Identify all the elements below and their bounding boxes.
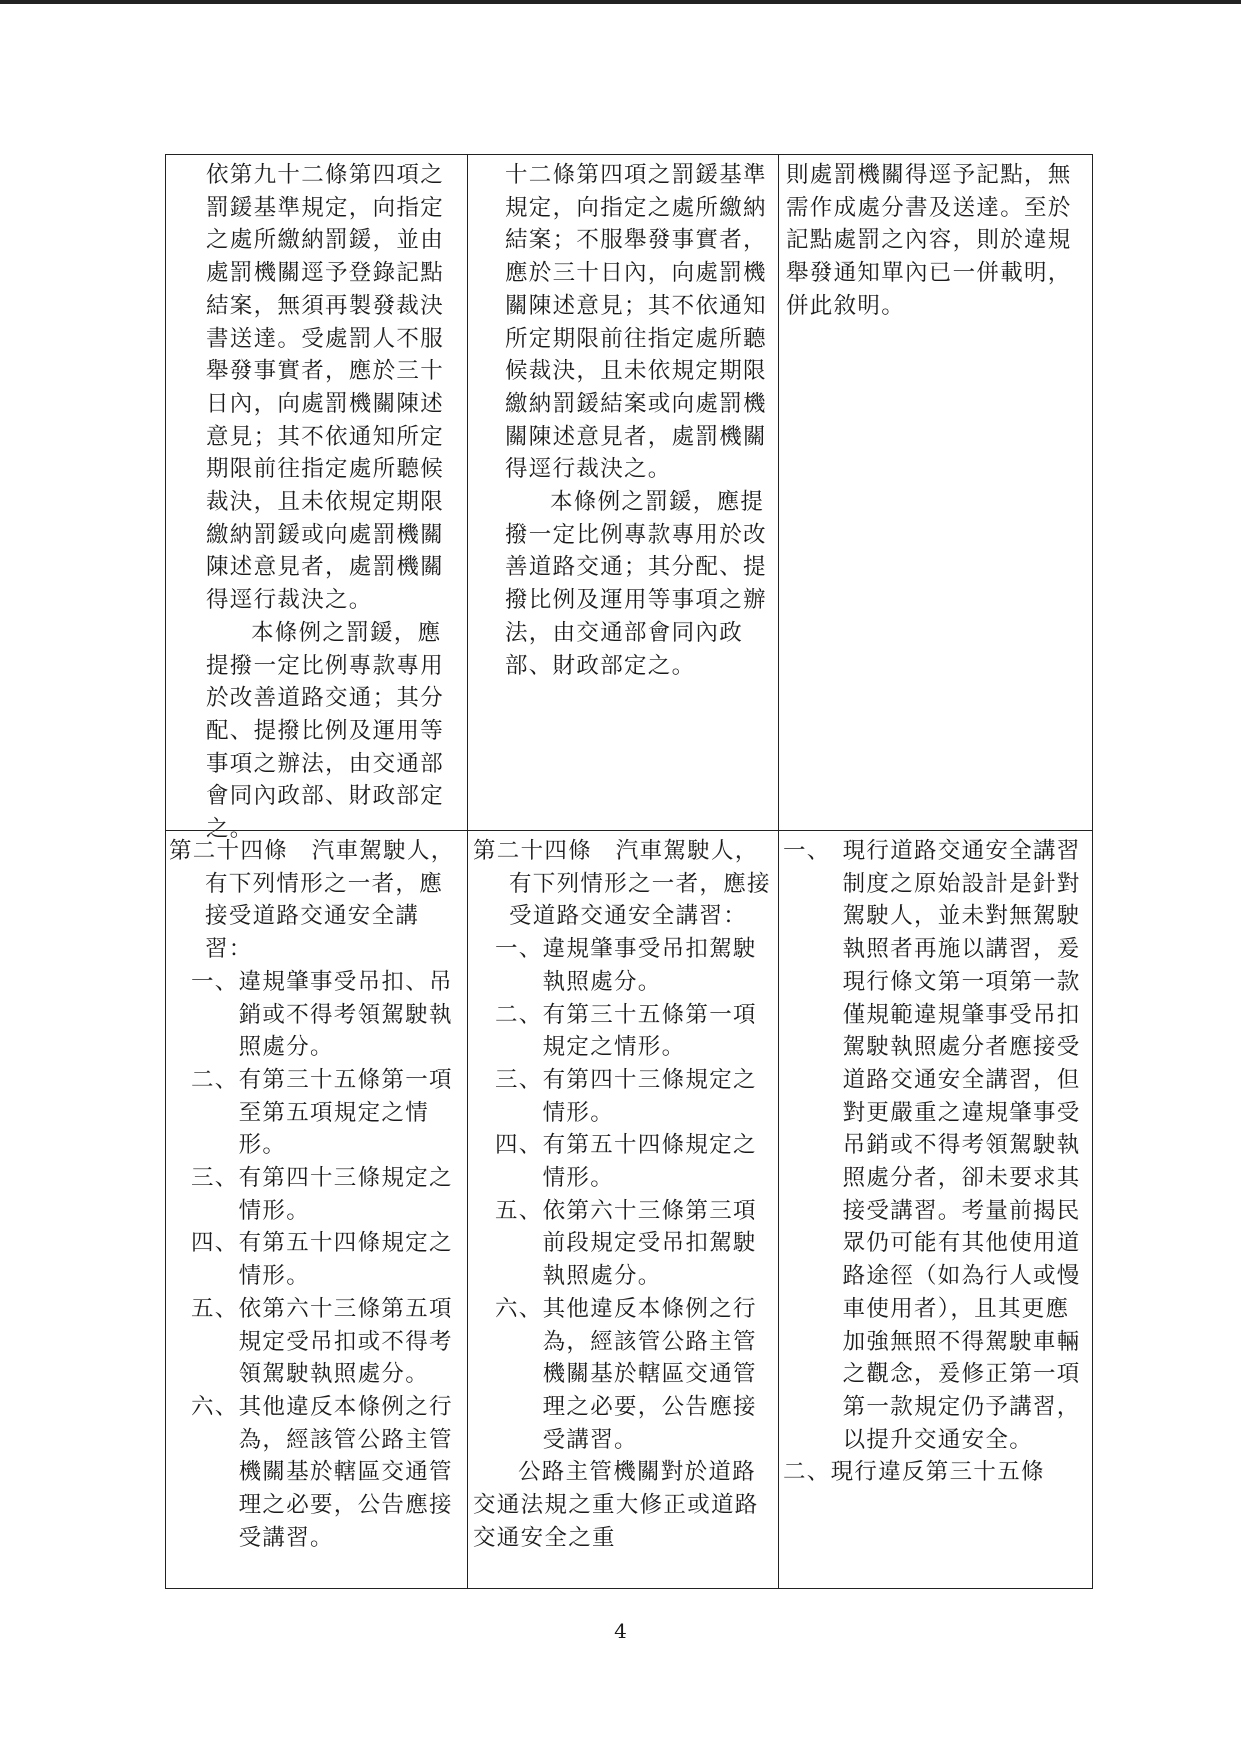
- current-item-6: 六、 其他違反本條例之行為，經該管公路主管機關基於轄區交通管理之必要，公告應接受講習。: [495, 1295, 757, 1453]
- amended-item-6: 六、 其他違反本條例之行為，經該管公路主管機關基於轄區交通管理之必要，公告應接受講習。: [191, 1393, 453, 1551]
- current-item-5: 五、 依第六十三條第三項前段規定受吊扣駕駛執照處分。: [495, 1197, 757, 1290]
- row1-current-text: [505, 159, 773, 682]
- column-divider-1: [467, 155, 468, 1588]
- explanation-item-1: 一、 現行道路交通安全講習制度之原始設計是針對駕駛人，並未對無駕駛執照者再施以講習，爰現行條文第一項第一款僅規範違規肇事受吊扣駕駛執照處分者應接受道路交通安全講習，但對更嚴重之違規肇事受吊銷或不得考領駕駛執照處分者，卻未要求其接受講習。考量前揭民眾仍可能有其他使用道路途徑（如為行人或慢車使用者），且其更應加強無照不得駕駛車輛之觀念，爰修正第一項第一款規定仍予講習，以提升交通安全。: [783, 838, 1081, 1453]
- amended-item-5: 五、 依第六十三條第五項規定受吊扣或不得考領駕駛執照處分。: [191, 1295, 453, 1388]
- article-24-heading-current: 第二十四條 汽車駕駛人，有下列情形之一者，應接受道路交通安全講習：: [473, 838, 771, 930]
- amended-item-3: 三、 有第四十三條規定之情形。: [191, 1165, 453, 1224]
- current-item-1: 一、 違規肇事受吊扣駕駛執照處分。: [495, 936, 757, 995]
- current-item-4: 四、 有第五十四條規定之情形。: [495, 1132, 757, 1192]
- article-24-heading-amended: 第二十四條 汽車駕駛人，有下列情形之一者，應接受道路交通安全講習：: [169, 838, 455, 963]
- comparison-table: [165, 154, 1093, 1589]
- row2-explanation: [783, 835, 1087, 1489]
- current-item-list: [473, 933, 773, 1456]
- row1-col3-para: 則處罰機關得逕予記點，無需作成處分書及送達。至於記點處罰之內容，則於違規舉發通知單內已一併載明，併此敘明。: [786, 162, 1072, 319]
- row2-amended-text: [169, 835, 463, 1554]
- column-divider-2: [778, 155, 779, 1588]
- row1-col2-para1: 十二條第四項之罰鍰基準規定，向指定之處所繳納結案；不服舉發事實者，應於三十日內，向處罰機關陳述意見；其不依通知所定期限前往指定處所聽候裁決，且未依規定期限繳納罰鍰結案或向處罰機關陳述意見者，處罰機關得逕行裁決之。: [505, 162, 767, 483]
- amended-item-2: 二、 有第三十五條第一項至第五項規定之情形。: [191, 1066, 453, 1159]
- current-item-3: 三、 有第四十三條規定之情形。: [495, 1066, 757, 1126]
- row2-current-text: [473, 835, 773, 1554]
- current-item-2: 二、 有第三十五條第一項規定之情形。: [495, 1001, 757, 1061]
- row1-explanation: [786, 159, 1086, 323]
- page-number: 4: [614, 1619, 627, 1643]
- amended-item-list: [169, 966, 463, 1555]
- amended-item-4: 四、 有第五十四條規定之情形。: [191, 1230, 453, 1290]
- amended-item-1: 一、 違規肇事受吊扣、吊銷或不得考領駕駛執照處分。: [191, 968, 453, 1061]
- current-paragraph-2: 公路主管機關對於道路交通法規之重大修正或道路交通安全之重: [473, 1459, 759, 1551]
- row1-col1-para2: 本條例之罰鍰，應提撥一定比例專款專用於改善道路交通；其分配、提撥比例及運用等事項之辦法，由交通部會同內政部、財政部定之。: [206, 619, 445, 843]
- row1-col2-para2: 本條例之罰鍰，應提撥一定比例專款專用於改善道路交通；其分配、提撥比例及運用等事項之辦法，由交通部會同內政部、財政部定之。: [505, 489, 767, 679]
- explanation-item-2: 二、 現行違反第三十五條: [783, 1459, 1045, 1486]
- row1-amended-text: [206, 159, 462, 846]
- scan-top-edge: [0, 0, 1241, 4]
- row1-col1-para1: 依第九十二條第四項之罰鍰基準規定，向指定之處所繳納罰鍰，並由處罰機關逕予登錄記點結案，無須再製發裁決書送達。受處罰人不服舉發事實者，應於三十日內，向處罰機關陳述意見；其不依通知所定期限前往指定處所聽候裁決，且未依規定期限繳納罰鍰或向處罰機關陳述意見者，處罰機關得逕行裁決之。: [206, 162, 445, 614]
